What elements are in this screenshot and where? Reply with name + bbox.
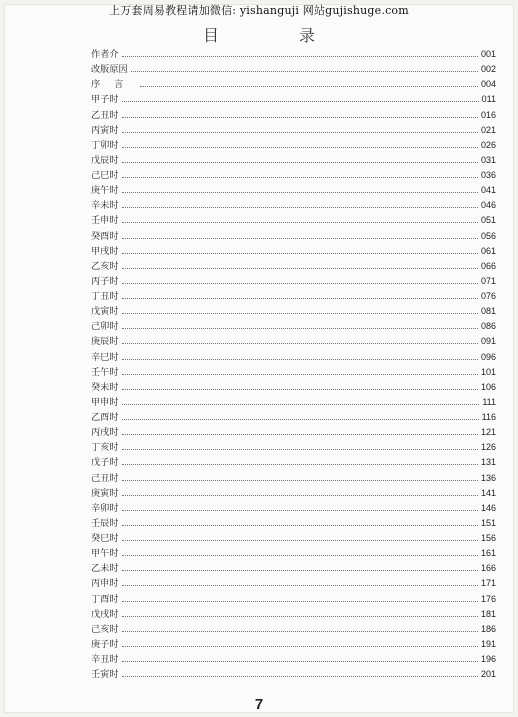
toc-entry-label: 戊戌时 [91, 608, 119, 620]
toc-entry-label: 序言 [91, 79, 138, 91]
toc-entry-label: 庚寅时 [91, 487, 119, 499]
toc-entry[interactable] [91, 530, 496, 545]
toc-entry-label: 乙丑时 [91, 109, 119, 121]
toc-entry-page: 151 [480, 517, 496, 528]
toc-entry-page: 004 [480, 79, 496, 90]
dot-leader [122, 122, 478, 133]
dot-leader [122, 182, 478, 193]
toc-entry-page: 146 [480, 502, 496, 513]
toc-entry-page: 166 [480, 563, 496, 574]
toc-entry[interactable] [91, 424, 496, 439]
toc-entry[interactable] [91, 243, 496, 258]
dot-leader [122, 91, 479, 102]
toc-entry-label: 丁亥时 [91, 442, 119, 454]
toc-entry-page: 091 [480, 336, 496, 347]
toc-entry-page: 096 [480, 351, 496, 362]
toc-entry-page: 201 [480, 669, 496, 680]
toc-entry[interactable] [91, 228, 496, 243]
toc-entry-label: 壬申时 [91, 215, 119, 227]
toc-entry-label: 改版原因 [91, 64, 128, 76]
toc-entry[interactable] [91, 591, 496, 606]
toc-entry-page: 002 [480, 64, 496, 75]
toc-entry-label: 丙寅时 [91, 124, 119, 136]
toc-entry[interactable] [91, 636, 496, 651]
dot-leader [122, 137, 478, 148]
dot-leader [122, 228, 478, 239]
toc-entry-page: 076 [480, 291, 496, 301]
toc-entry[interactable] [91, 197, 496, 212]
toc-entry-label: 壬辰时 [91, 517, 119, 529]
toc-entry-label: 甲子时 [91, 94, 119, 106]
page-title [0, 23, 518, 46]
toc-entry[interactable] [91, 167, 496, 182]
toc-entry-page: 046 [480, 200, 496, 211]
dot-leader [122, 409, 479, 420]
toc-entry-label: 癸巳时 [91, 533, 119, 544]
toc-entry[interactable] [91, 288, 496, 303]
dot-leader [122, 364, 478, 375]
toc-entry[interactable] [91, 46, 496, 61]
toc-entry-label: 丁卯时 [91, 139, 119, 151]
toc-entry-page: 061 [480, 245, 496, 256]
toc-entry-label: 庚子时 [91, 638, 119, 650]
table-of-contents [91, 46, 496, 681]
toc-entry-page: 031 [480, 154, 496, 165]
toc-entry-label: 壬寅时 [91, 669, 119, 681]
toc-entry[interactable] [91, 409, 496, 424]
toc-entry-label: 乙酉时 [91, 412, 119, 423]
toc-entry-label: 作者介 [91, 49, 119, 60]
dot-leader [122, 485, 478, 496]
title-char: 目 [202, 26, 219, 45]
dot-leader [122, 515, 478, 526]
toc-entry-label: 乙亥时 [91, 260, 119, 272]
toc-entry[interactable] [91, 560, 496, 575]
title-char: 录 [299, 26, 316, 45]
dot-leader [122, 591, 478, 602]
toc-entry[interactable] [91, 107, 496, 122]
toc-entry-label: 戊辰时 [91, 154, 119, 166]
toc-entry[interactable] [91, 485, 496, 500]
toc-entry-page: 066 [480, 260, 496, 271]
toc-entry[interactable] [91, 454, 496, 469]
toc-entry-label: 壬午时 [91, 366, 119, 378]
toc-entry-page: 016 [480, 109, 496, 120]
toc-entry[interactable] [91, 439, 496, 454]
toc-entry-page: 101 [480, 366, 496, 377]
dot-leader [122, 651, 478, 662]
toc-entry-page: 081 [480, 306, 496, 317]
toc-entry[interactable] [91, 273, 496, 288]
toc-entry[interactable] [91, 606, 496, 621]
toc-entry-page: 186 [480, 623, 496, 634]
toc-entry-page: 111 [482, 396, 496, 407]
toc-entry-page: 056 [480, 230, 496, 241]
toc-entry-page: 191 [480, 638, 496, 649]
dot-leader [122, 500, 478, 511]
toc-entry-label: 戊子时 [91, 457, 119, 469]
toc-entry-page: 041 [480, 185, 496, 196]
dot-leader [122, 545, 478, 556]
toc-entry[interactable] [91, 182, 496, 197]
toc-entry-label: 辛丑时 [91, 654, 119, 665]
toc-entry[interactable] [91, 364, 496, 379]
toc-entry-page: 026 [480, 139, 496, 150]
toc-entry-label: 丙戌时 [91, 427, 119, 439]
dot-leader [122, 167, 478, 178]
dot-leader [122, 349, 478, 360]
toc-entry[interactable] [91, 76, 496, 91]
toc-entry[interactable] [91, 212, 496, 227]
dot-leader [122, 530, 478, 541]
dot-leader [122, 394, 480, 405]
toc-entry-page: 001 [480, 49, 496, 59]
toc-entry[interactable] [91, 379, 496, 394]
toc-entry[interactable] [91, 500, 496, 515]
dot-leader [122, 636, 478, 647]
toc-entry-label: 癸未时 [91, 381, 119, 393]
toc-entry[interactable] [91, 122, 496, 137]
dot-leader [122, 243, 478, 254]
toc-entry-page: 086 [480, 321, 496, 332]
toc-entry-label: 辛卯时 [91, 502, 119, 514]
toc-entry-page: 011 [481, 94, 496, 105]
toc-entry-page: 071 [480, 275, 496, 286]
dot-leader [122, 666, 478, 677]
toc-entry-page: 116 [481, 412, 496, 422]
toc-entry[interactable] [91, 621, 496, 636]
toc-entry[interactable] [91, 575, 496, 590]
dot-leader [122, 454, 478, 465]
toc-entry[interactable] [91, 545, 496, 560]
toc-entry-label: 丙申时 [91, 578, 119, 590]
dot-leader [122, 152, 478, 163]
toc-entry-label: 辛未时 [91, 200, 119, 212]
dot-leader [131, 61, 478, 72]
toc-entry[interactable] [91, 152, 496, 167]
toc-entry-page: 141 [480, 487, 496, 498]
toc-entry-label: 己亥时 [91, 623, 119, 635]
toc-entry-page: 131 [480, 457, 496, 468]
dot-leader [122, 107, 478, 118]
toc-entry-page: 036 [480, 170, 496, 180]
toc-entry-label: 甲午时 [91, 548, 119, 560]
toc-entry-page: 021 [480, 124, 496, 135]
toc-entry-label: 乙未时 [91, 563, 119, 575]
page-number: 7 [254, 696, 264, 713]
toc-entry[interactable] [91, 470, 496, 485]
toc-entry-label: 癸酉时 [91, 230, 119, 242]
toc-entry[interactable] [91, 61, 496, 76]
toc-entry-page: 106 [480, 381, 496, 392]
dot-leader [122, 197, 478, 208]
dot-leader [122, 424, 478, 435]
toc-entry[interactable] [91, 651, 496, 666]
toc-entry[interactable] [91, 91, 496, 106]
toc-entry-label: 丁酉时 [91, 593, 119, 605]
dot-leader [122, 46, 478, 57]
dot-leader [122, 439, 478, 450]
toc-entry[interactable] [91, 318, 496, 333]
dot-leader [122, 560, 478, 571]
toc-entry-label: 甲申时 [91, 396, 119, 408]
dot-leader [122, 273, 478, 284]
toc-entry[interactable] [91, 303, 496, 318]
toc-entry-label: 丙子时 [91, 275, 119, 287]
toc-entry[interactable] [91, 258, 496, 273]
dot-leader [122, 212, 478, 223]
toc-entry-label: 己卯时 [91, 321, 119, 333]
toc-entry-page: 171 [480, 578, 496, 589]
dot-leader [140, 76, 478, 87]
toc-entry-page: 136 [480, 472, 496, 483]
toc-entry[interactable] [91, 333, 496, 348]
toc-entry-label: 辛巳时 [91, 351, 119, 363]
dot-leader [122, 303, 478, 314]
toc-entry-page: 121 [480, 427, 496, 438]
header-banner: 上万套周易教程请加微信: yishanguji 网站gujishuge.com [109, 4, 409, 17]
toc-entry[interactable] [91, 666, 496, 681]
dot-leader [122, 470, 478, 481]
toc-entry[interactable] [91, 137, 496, 152]
toc-entry-label: 甲戌时 [91, 245, 119, 257]
toc-entry-page: 196 [480, 654, 496, 664]
dot-leader [122, 606, 478, 617]
toc-entry[interactable] [91, 394, 496, 409]
toc-entry-label: 庚午时 [91, 185, 119, 197]
toc-entry-label: 庚辰时 [91, 336, 119, 348]
dot-leader [122, 621, 478, 632]
toc-entry-page: 051 [480, 215, 496, 226]
toc-entry-label: 戊寅时 [91, 306, 119, 318]
toc-entry-page: 176 [480, 593, 496, 604]
toc-entry-page: 161 [480, 548, 496, 559]
dot-leader [122, 333, 478, 344]
toc-entry-label: 丁丑时 [91, 291, 119, 302]
toc-entry-label: 己丑时 [91, 472, 119, 484]
toc-entry-label: 己巳时 [91, 170, 119, 181]
toc-entry-page: 181 [480, 608, 496, 619]
dot-leader [122, 575, 478, 586]
toc-entry-page: 156 [480, 533, 496, 543]
dot-leader [122, 288, 478, 299]
toc-entry-page: 126 [480, 442, 496, 453]
dot-leader [122, 318, 478, 329]
dot-leader [122, 258, 478, 269]
toc-entry[interactable] [91, 349, 496, 364]
toc-entry[interactable] [91, 515, 496, 530]
dot-leader [122, 379, 478, 390]
